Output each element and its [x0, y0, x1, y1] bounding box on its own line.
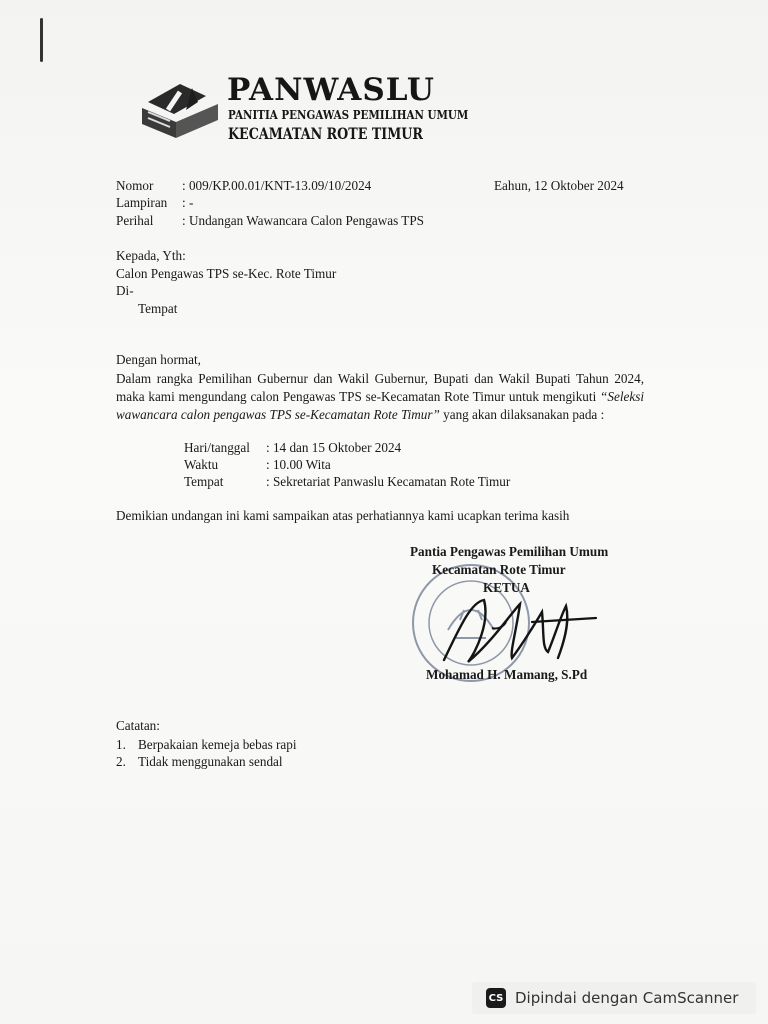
- signature-org-line2: Kecamatan Rote Timur: [432, 562, 566, 577]
- letterhead-title: PANWASLU: [227, 72, 435, 108]
- letterhead-org-line: PANITIA PENGAWAS PEMILIHAN UMUM: [228, 108, 469, 122]
- handwritten-signature-icon: [432, 582, 600, 672]
- body-text-start: Dalam rangka Pemilihan Gubernur dan Wakil Gubernur, Bupati dan Wakil Bupati Tahun 2024, maka kami mengundang calon Pengawas TPS se-Kecamatan Rote Timur untuk mengikuti: [116, 371, 644, 404]
- schedule-value-date: : 14 dan 15 Oktober 2024: [266, 440, 402, 455]
- signatory-name: Mohamad H. Mamang, S.Pd: [426, 667, 588, 682]
- signature-org-line1: Pantia Pengawas Pemilihan Umum: [410, 544, 609, 559]
- body-text-event: “Seleksi wawancara calon pengawas TPS se-Kecamatan Rote Timur”: [116, 389, 644, 422]
- nomor-label: Nomor: [116, 178, 154, 193]
- recipient-di: Di-: [116, 283, 134, 298]
- schedule-value-place: : Sekretariat Panwaslu Kecamatan Rote Timur: [266, 474, 511, 489]
- scan-edge-mark: [40, 18, 43, 62]
- camscanner-watermark: [472, 982, 756, 1014]
- notes-title: Catatan:: [116, 718, 160, 733]
- schedule-value-time: : 10.00 Wita: [266, 457, 331, 472]
- body-text-end: yang akan dilaksanakan pada :: [439, 407, 605, 422]
- note-2-text: Tidak menggunakan sendal: [138, 754, 283, 769]
- lampiran-label: Lampiran: [116, 195, 168, 210]
- letter-date: Eahun, 12 Oktober 2024: [494, 178, 624, 193]
- closing-text: Demikian undangan ini kami sampaikan atas perhatiannya kami ucapkan terima kasih: [116, 508, 570, 523]
- recipient-name: Calon Pengawas TPS se-Kec. Rote Timur: [116, 266, 337, 281]
- schedule-label-date: Hari/tanggal: [184, 440, 250, 455]
- panwaslu-logo-icon: [140, 78, 220, 140]
- note-2-number: 2.: [116, 754, 126, 769]
- perihal-value: : Undangan Wawancara Calon Pengawas TPS: [182, 213, 424, 228]
- camscanner-label: Dipindai dengan CamScanner: [515, 989, 739, 1007]
- signature-role: KETUA: [483, 580, 530, 595]
- nomor-value: : 009/KP.00.01/KNT-13.09/10/2024: [182, 178, 372, 193]
- recipient-salutation: Kepada, Yth:: [116, 248, 186, 263]
- schedule-label-place: Tempat: [184, 474, 224, 489]
- letterhead-district-line: KECAMATAN ROTE TIMUR: [228, 124, 423, 143]
- lampiran-value: : -: [182, 195, 194, 210]
- schedule-label-time: Waktu: [184, 457, 219, 472]
- note-1-number: 1.: [116, 737, 126, 752]
- body-paragraph: [116, 370, 644, 424]
- perihal-label: Perihal: [116, 213, 154, 228]
- note-1-text: Berpakaian kemeja bebas rapi: [138, 737, 297, 752]
- greeting: Dengan hormat,: [116, 352, 201, 367]
- recipient-place: Tempat: [138, 301, 178, 316]
- camscanner-logo-icon: CS: [486, 988, 506, 1008]
